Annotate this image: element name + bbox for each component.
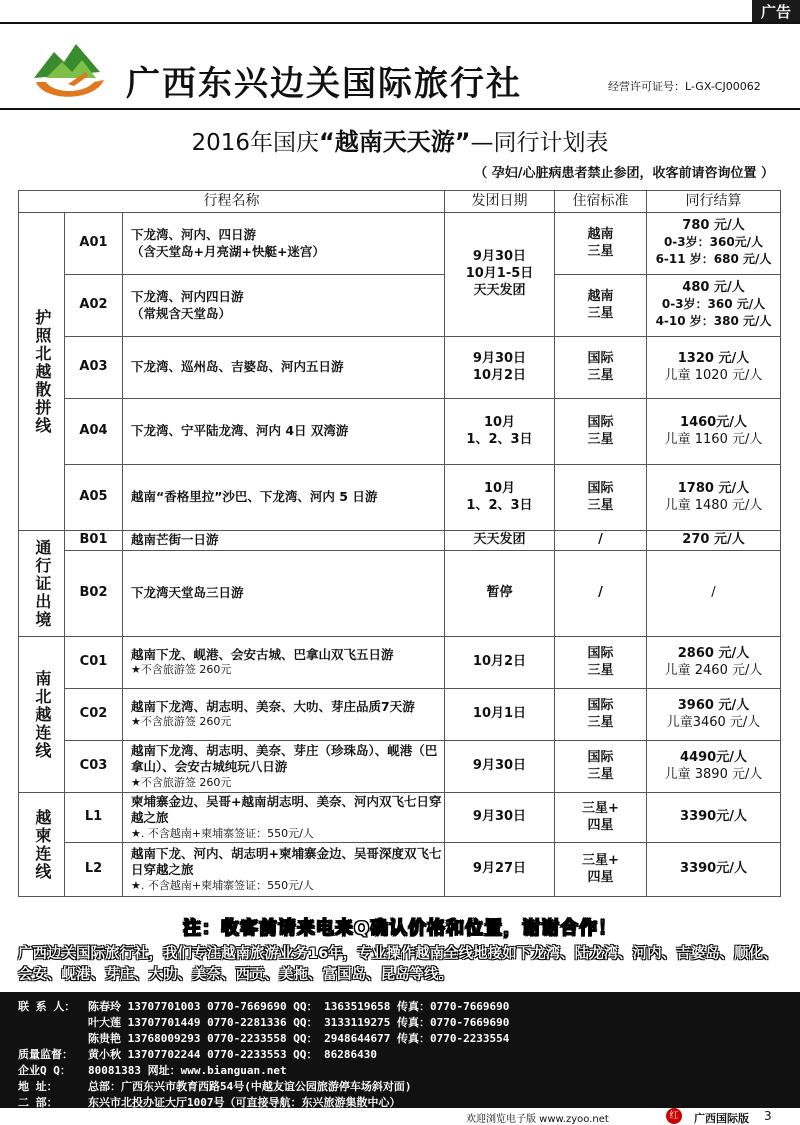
company-intro: 广西边关国际旅行社，我们专注越南旅游业务16年，专业操作越南全线地接如下龙湾、陆龙湾、河内、吉婆岛、顺化、会安、岘港、芽庄、大叻、美奈、西贡、美拖、富国岛、昆岛等线。 <box>18 946 778 983</box>
header-rule <box>0 108 800 110</box>
route-code: C03 <box>65 741 123 793</box>
hotel-standard: 三星+ 四星 <box>555 793 647 843</box>
footer-badge: 红 <box>666 1108 682 1124</box>
hotel-standard: / <box>555 551 647 637</box>
route-code: B02 <box>65 551 123 637</box>
license-number: 经营许可证号：L-GX-CJ00062 <box>608 80 761 93</box>
price-cell: 2860 元/人 儿童 2460 元/人 <box>647 637 781 689</box>
departure-date: 暂停 <box>445 551 555 637</box>
hotel-standard: 国际 三星 <box>555 689 647 741</box>
company-logo <box>24 32 110 104</box>
hotel-standard: 国际 三星 <box>555 465 647 531</box>
page-footer <box>0 1108 800 1125</box>
header-date: 发团日期 <box>445 191 555 213</box>
company-qq-row: 企业Q Q： 80081383 网址：www.bianguan.net <box>18 1064 287 1077</box>
table-header-row <box>19 191 781 213</box>
route-code: A04 <box>65 399 123 465</box>
warning-note: （ 孕妇/心脏病患者禁止参团，收客前请咨询位置 ） <box>474 166 774 181</box>
route-name: 越南下龙湾、胡志明、美奈、大叻、芽庄品质7天游 ★不含旅游签 260元 <box>123 689 445 741</box>
table-row <box>19 213 781 275</box>
header-hotel: 住宿标准 <box>555 191 647 213</box>
contact-block <box>0 992 800 1108</box>
header-name: 行程名称 <box>19 191 445 213</box>
hotel-standard: 国际 三星 <box>555 637 647 689</box>
departure-date: 天天发团 <box>445 531 555 551</box>
table-row <box>19 399 781 465</box>
departure-date: 10月 1、2、3日 <box>445 399 555 465</box>
category-passport: 护照北越散拼线 <box>19 213 65 531</box>
price-cell: 3390元/人 <box>647 793 781 843</box>
hotel-standard: 越南 三星 <box>555 213 647 275</box>
table-row <box>19 531 781 551</box>
footer-brand: 广西国际版 <box>694 1112 749 1125</box>
price-cell: 1320 元/人 儿童 1020 元/人 <box>647 337 781 399</box>
route-code: A01 <box>65 213 123 275</box>
departure-date: 10月 1、2、3日 <box>445 465 555 531</box>
category-vietnam-cambodia: 越柬连线 <box>19 793 65 897</box>
page-number: 3 <box>764 1109 772 1123</box>
table-row <box>19 843 781 897</box>
route-name: 下龙湾、河内、四日游 （含天堂岛+月亮湖+快艇+迷宫） <box>123 213 445 275</box>
supervisor-row: 质量监督： 黄小秋 13707702244 0770-2233553 QQ： 86286430 <box>18 1048 378 1061</box>
title-emphasis: “越南天天游” <box>319 128 471 156</box>
route-name: 下龙湾、宁平陆龙湾、河内 4日 双湾游 <box>123 399 445 465</box>
price-cell: 1780 元/人 儿童 1480 元/人 <box>647 465 781 531</box>
departure-date: 9月30日 10月1-5日 天天发团 <box>445 213 555 337</box>
departure-date: 9月27日 <box>445 843 555 897</box>
route-code: A05 <box>65 465 123 531</box>
hotel-standard: 国际 三星 <box>555 399 647 465</box>
category-south-north: 南北越连线 <box>19 637 65 793</box>
hotel-standard: 三星+ 四星 <box>555 843 647 897</box>
price-cell: 780 元/人 0-3岁：360元/人 6-11 岁：680 元/人 <box>647 213 781 275</box>
table-row <box>19 337 781 399</box>
itinerary-table <box>18 190 781 897</box>
price-cell: 270 元/人 <box>647 531 781 551</box>
departure-date: 10月2日 <box>445 637 555 689</box>
price-cell: / <box>647 551 781 637</box>
route-name: 柬埔寨金边、吴哥+越南胡志明、美奈、河内双飞七日穿越之旅 ★. 不含越南+柬埔寨签证：550元/人 <box>123 793 445 843</box>
route-code: C01 <box>65 637 123 689</box>
footer-site: 欢迎浏览电子版 www.zyoo.net <box>466 1114 609 1125</box>
table-row <box>19 551 781 637</box>
route-code: A03 <box>65 337 123 399</box>
route-name: 下龙湾天堂岛三日游 <box>123 551 445 637</box>
route-code: C02 <box>65 689 123 741</box>
route-name: 越南下龙、岘港、会安古城、巴拿山双飞五日游 ★不含旅游签 260元 <box>123 637 445 689</box>
price-cell: 480 元/人 0-3岁：360 元/人 4-10 岁：380 元/人 <box>647 275 781 337</box>
contact-row: 陈贵艳 13768009293 0770-2233558 QQ： 2948644677 传真：0770-2233554 <box>88 1032 510 1045</box>
route-name: 越南下龙、河内、胡志明+柬埔寨金边、吴哥深度双飞七日穿越之旅 ★. 不含越南+柬埔寨签证：550元/人 <box>123 843 445 897</box>
departure-date: 9月30日 <box>445 741 555 793</box>
departure-date: 9月30日 10月2日 <box>445 337 555 399</box>
top-rule <box>0 22 800 24</box>
notice-banner: 注：收客前请来电来Q确认价格和位置，谢谢合作！ <box>182 918 618 939</box>
contact-row: 联 系 人： 陈春玲 13707701003 0770-7669690 QQ： 1363519658 传真：0770-7669690 <box>18 1000 510 1013</box>
price-cell: 4490元/人 儿童 3890 元/人 <box>647 741 781 793</box>
departure-date: 9月30日 <box>445 793 555 843</box>
price-cell: 1460元/人 儿童 1160 元/人 <box>647 399 781 465</box>
route-code: L1 <box>65 793 123 843</box>
page-title <box>0 122 800 157</box>
price-cell: 3960 元/人 儿童3460 元/人 <box>647 689 781 741</box>
table-row <box>19 275 781 337</box>
departure-date: 10月1日 <box>445 689 555 741</box>
contact-row: 叶大莲 13707701449 0770-2281336 QQ： 3133119275 传真：0770-7669690 <box>88 1016 510 1029</box>
ad-tag: 广告 <box>752 0 800 24</box>
table-row <box>19 741 781 793</box>
table-row <box>19 637 781 689</box>
header-price: 同行结算 <box>647 191 781 213</box>
price-cell: 3390元/人 <box>647 843 781 897</box>
route-name: 下龙湾、河内四日游 （常规含天堂岛） <box>123 275 445 337</box>
company-name: 广西东兴边关国际旅行社 <box>126 64 522 104</box>
route-code: L2 <box>65 843 123 897</box>
title-suffix: —同行计划表 <box>470 130 609 156</box>
table-row <box>19 793 781 843</box>
route-name: 越南“香格里拉”沙巴、下龙湾、河内 5 日游 <box>123 465 445 531</box>
hotel-standard: / <box>555 531 647 551</box>
route-code: A02 <box>65 275 123 337</box>
route-name: 下龙湾、巡州岛、吉婆岛、河内五日游 <box>123 337 445 399</box>
hotel-standard: 国际 三星 <box>555 337 647 399</box>
route-name: 越南下龙湾、胡志明、美奈、芽庄（珍珠岛）、岘港（巴拿山）、会安古城纯玩八日游 ★不含旅游签 260元 <box>123 741 445 793</box>
branch-row: 二 部： 东兴市北投办证大厅1007号（可直接导航：东兴旅游集散中心） <box>18 1096 401 1109</box>
category-pass: 通行证出境 <box>19 531 65 637</box>
route-code: B01 <box>65 531 123 551</box>
title-prefix: 2016年国庆 <box>191 130 319 156</box>
address-row: 地 址： 总部：广西东兴市教育西路54号(中越友谊公园旅游停车场斜对面) <box>18 1080 412 1093</box>
table-row <box>19 689 781 741</box>
hotel-standard: 越南 三星 <box>555 275 647 337</box>
route-name: 越南芒街一日游 <box>123 531 445 551</box>
table-row <box>19 465 781 531</box>
hotel-standard: 国际 三星 <box>555 741 647 793</box>
